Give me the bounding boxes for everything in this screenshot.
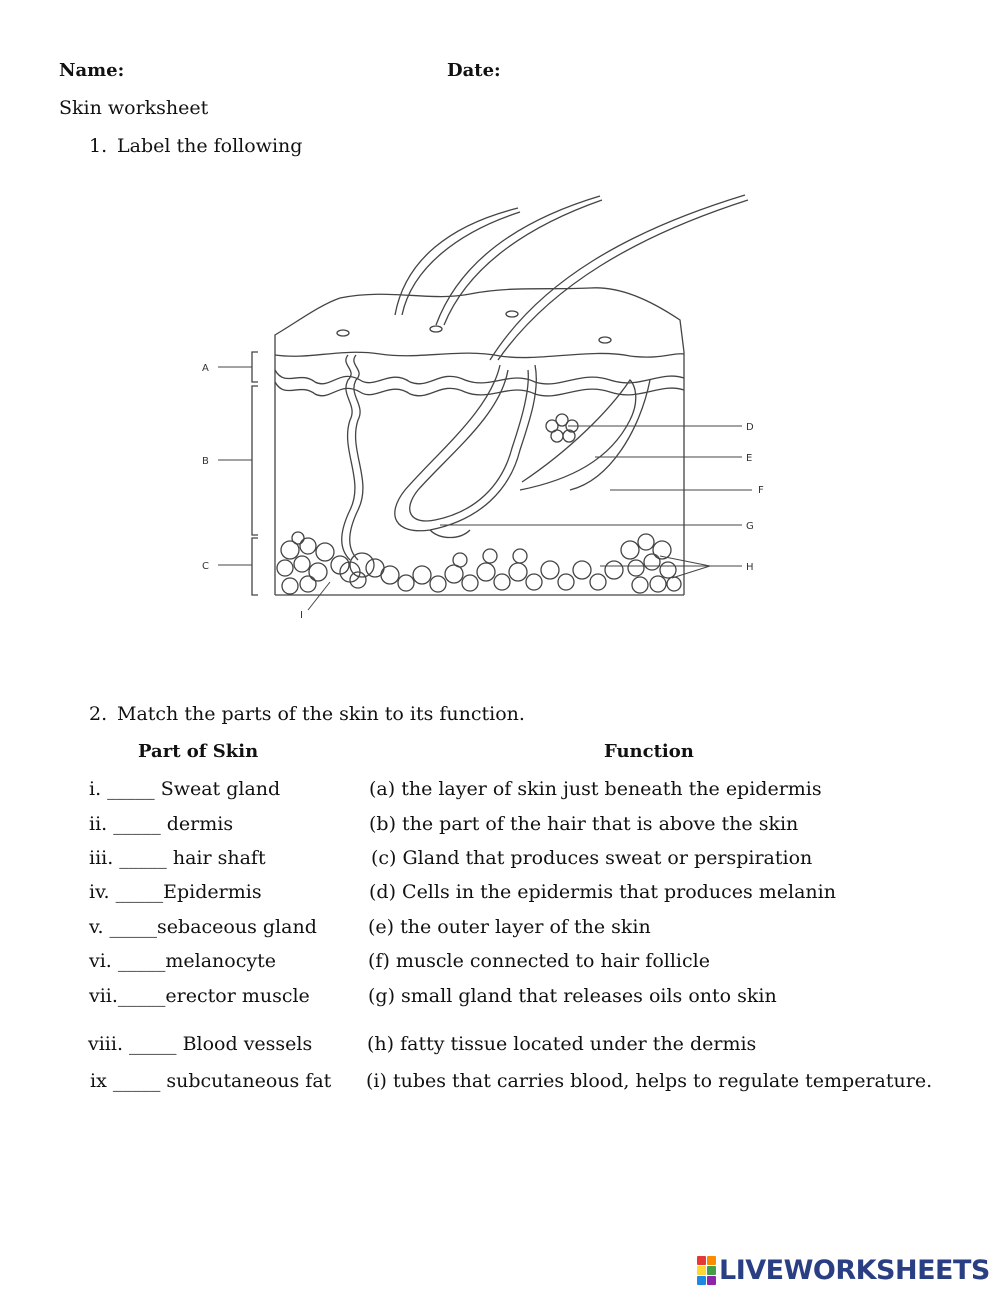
diagram-label-f: F xyxy=(758,485,764,496)
row-function: (c) Gland that produces sweat or perspiration xyxy=(371,847,813,869)
row-part: vii._____erector muscle xyxy=(89,985,310,1007)
subcutaneous-fat xyxy=(277,532,681,594)
diagram-label-e: E xyxy=(746,453,753,464)
logo-block xyxy=(697,1276,706,1285)
diagram-label-a: A xyxy=(202,363,209,374)
diagram-label-h: H xyxy=(746,562,754,573)
diagram-label-i: I xyxy=(300,610,303,621)
logo-block xyxy=(697,1256,706,1265)
row-function: (f) muscle connected to hair follicle xyxy=(368,950,710,972)
logo-text: LIVEWORKSHEETS xyxy=(719,1254,990,1286)
hair-strand xyxy=(436,196,600,325)
diagram-label-d: D xyxy=(746,422,754,433)
liveworksheets-logo xyxy=(697,1255,990,1285)
hair-strand xyxy=(490,195,745,360)
erector-muscle xyxy=(520,380,636,490)
sweat-duct xyxy=(342,355,355,560)
logo-block xyxy=(697,1266,706,1275)
column-header-function: Function xyxy=(604,741,694,762)
hair-strand xyxy=(395,208,518,315)
row-part: iv. _____Epidermis xyxy=(89,881,262,903)
skin-surface xyxy=(275,288,684,352)
bracket-a xyxy=(252,352,258,382)
row-function: (e) the outer layer of the skin xyxy=(368,916,651,938)
logo-block xyxy=(707,1266,716,1275)
column-header-part: Part of Skin xyxy=(138,741,259,762)
diagram-label-c: C xyxy=(202,561,209,572)
name-label: Name: xyxy=(59,60,125,81)
logo-block xyxy=(707,1276,716,1285)
row-function: (g) small gland that releases oils onto skin xyxy=(368,985,777,1007)
diagram-label-b: B xyxy=(202,456,209,467)
worksheet-title: Skin worksheet xyxy=(59,97,209,119)
row-part: iii. _____ hair shaft xyxy=(89,847,266,869)
logo-blocks-icon xyxy=(697,1256,716,1285)
epidermis-layer xyxy=(275,352,684,357)
q2-number: 2. xyxy=(89,703,108,725)
row-function: (b) the part of the hair that is above the skin xyxy=(369,813,799,835)
logo-block xyxy=(707,1256,716,1265)
q2-text: Match the parts of the skin to its function. xyxy=(117,703,525,725)
bracket-c xyxy=(252,538,258,595)
row-part: ii. _____ dermis xyxy=(89,813,234,835)
row-part: vi. _____melanocyte xyxy=(89,950,276,972)
skin-cross-section-diagram xyxy=(190,190,790,630)
diagram-label-g: G xyxy=(746,521,754,532)
q1-text: Label the following xyxy=(117,135,303,157)
row-function: (a) the layer of skin just beneath the epidermis xyxy=(369,778,822,800)
date-label: Date: xyxy=(447,60,501,81)
row-function: (d) Cells in the epidermis that produces melanin xyxy=(369,881,836,903)
row-function: (h) fatty tissue located under the dermis xyxy=(367,1033,757,1055)
row-part: viii. _____ Blood vessels xyxy=(88,1033,313,1055)
row-function: (i) tubes that carries blood, helps to regulate temperature. xyxy=(366,1070,933,1092)
q1-number: 1. xyxy=(89,135,108,157)
row-part: v. _____sebaceous gland xyxy=(89,916,317,938)
row-part: ix _____ subcutaneous fat xyxy=(90,1070,332,1092)
row-part: i. _____ Sweat gland xyxy=(89,778,281,800)
bracket-b xyxy=(252,386,258,535)
